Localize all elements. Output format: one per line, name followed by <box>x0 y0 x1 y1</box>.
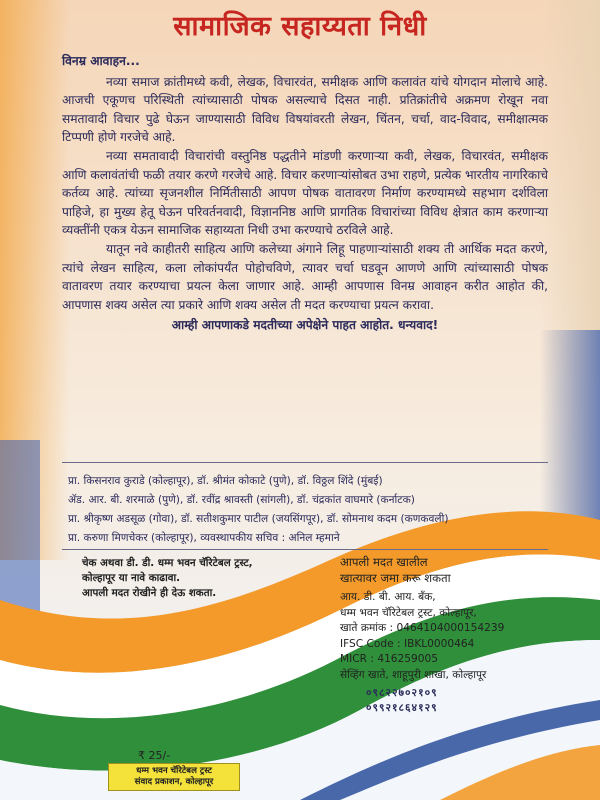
phone-number: ०९९२१८६४१२९ <box>366 702 438 715</box>
ifsc-code: IFSC Code : IBKL0000464 <box>340 637 475 650</box>
divider <box>62 462 548 463</box>
note-line: आपली मदत रोखीने ही देऊ शकता. <box>82 587 217 599</box>
paragraph: नव्या समतावादी विचारांची वस्तुनिष्ठ पद्धतीने मांडणी करणाऱ्या कवी, लेखक, विचारवंत, समीक्षक आणि कलावंतांची फळी तयार करणे गरजेचे आहे. विचार करणाऱ्यांसोबत उभा राहणे, प्रत्येक भारतीय नागरिकाचे कर्तव्य आहे. त्यांच्या सृजनशील निर्मितीसाठी आपण पोषक वातावरण निर्माण करण्यामध्ये सहभाग दर्शविला पाहिजे, हा मुख्य हेतू घेऊन परिवर्तनवादी, विज्ञाननिष्ठ आणि प्रागतिक विचारांच्या विविध क्षेत्रात काम करणाऱ्या व्यक्तींनी एकत्र येऊन सामाजिक सहाय्यता निधी उभा करण्याचे ठरविले आहे. <box>62 148 548 238</box>
member-line: प्रा. श्रीकृष्ण अडसूळ (गोवा), डॉ. सतीशकुमार पाटील (जयसिंगपूर), डॉ. सोमनाथ कदम (कणकवली) <box>68 513 449 525</box>
divider <box>62 549 548 550</box>
paragraph: नव्या समाज क्रांतीमध्ये कवी, लेखक, विचारवंत, समीक्षक आणि कलावंत यांचे योगदान मोलाचे आहे. आजची एकूणच परिस्थिती त्यांच्यासाठी पोषक असल्याचे दिसत नाही. प्रतिक्रांतीचे अक्रमण रोखून नवा समतावादी विचार पुढे घेऊन जाण्यासाठी विविध विषयांवरती लेखन, चिंतन, चर्चा, वाद-विवाद, समीक्षात्मक टिप्पणी होणे गरजेचे आहे. <box>62 74 548 145</box>
paragraph: यातून नवे काहीतरी साहित्य आणि कलेच्या अंगाने लिहू पाहणाऱ्यांसाठी शक्य ती आर्थिक मदत करणे, त्यांचे लेखन साहित्य, कला लोकांपर्यंत पोहोचविणे, त्यावर चर्चा घडवून आणणे आणि त्यांच्यासाठी पोषक वातावरण तयार करण्याचा प्रयत्न केला जाणार आहे. आम्ही आपणास विनम्र आवाहन करीत आहोत की, आपणास शक्य असेल त्या प्रकारे आणि शक्य असेल ती मदत करण्याचा प्रयत्न करावा. <box>62 241 548 312</box>
micr-code: MICR : 416259005 <box>340 653 438 666</box>
member-line: ॲड. आर. बी. शरमाळे (पुणे), डॉ. रवींद्र श्रावस्ती (सांगली), डॉ. चंद्रकांत वाघमारे (कर्नाटक) <box>68 494 415 506</box>
bank-heading: आपली मदत खालील <box>340 555 428 569</box>
donation-note <box>82 556 312 601</box>
publisher-stamp <box>108 763 240 791</box>
price-label: ₹ 25/- <box>138 749 171 762</box>
bank-details <box>340 554 560 717</box>
phone-number: ०९८२२७०२१०९ <box>366 686 438 699</box>
page-title: सामाजिक सहाय्यता निधी <box>173 11 427 42</box>
appeal-body <box>62 52 548 335</box>
stamp-line: धम्म भवन चॅरिटेबल ट्रस्ट <box>136 766 212 776</box>
bank-heading: खात्यावर जमा करू शकता <box>340 571 451 585</box>
greeting: विनम्र आवाहन... <box>62 54 140 68</box>
bank-line: आय. डी. बी. आय. बँक, <box>340 591 436 603</box>
bank-line: धम्म भवन चॅरिटेबल ट्रस्ट, कोल्हापूर, <box>340 606 477 619</box>
note-line: चेक अथवा डी. डी. धम्म भवन चॅरिटेबल ट्रस्ट, <box>82 557 253 569</box>
branch-line: सेव्हिंग खाते, शाहूपुरी शाखा, कोल्हापूर <box>340 668 487 681</box>
note-line: कोल्हापूर या नावे काढावा. <box>82 572 181 584</box>
member-line: प्रा. किसनराव कुराडे (कोल्हापूर), डॉ. श्रीमंत कोकाटे (पुणे), डॉ. विठ्ठल शिंदे (मुंबई) <box>68 475 383 487</box>
member-line: प्रा. करुणा मिणचेकर (कोल्हापूर), व्यवस्थापकीय सचिव : अनिल म्हमाने <box>68 532 340 544</box>
stamp-line: संवाद प्रकाशन, कोल्हापूर <box>134 777 214 787</box>
committee-members <box>68 472 548 548</box>
account-number: खाते क्रमांक : 0464104000154239 <box>340 622 505 635</box>
closing-line: आम्ही आपणाकडे मदतीच्या अपेक्षेने पाहत आहोत. धन्यवाद! <box>171 318 439 333</box>
